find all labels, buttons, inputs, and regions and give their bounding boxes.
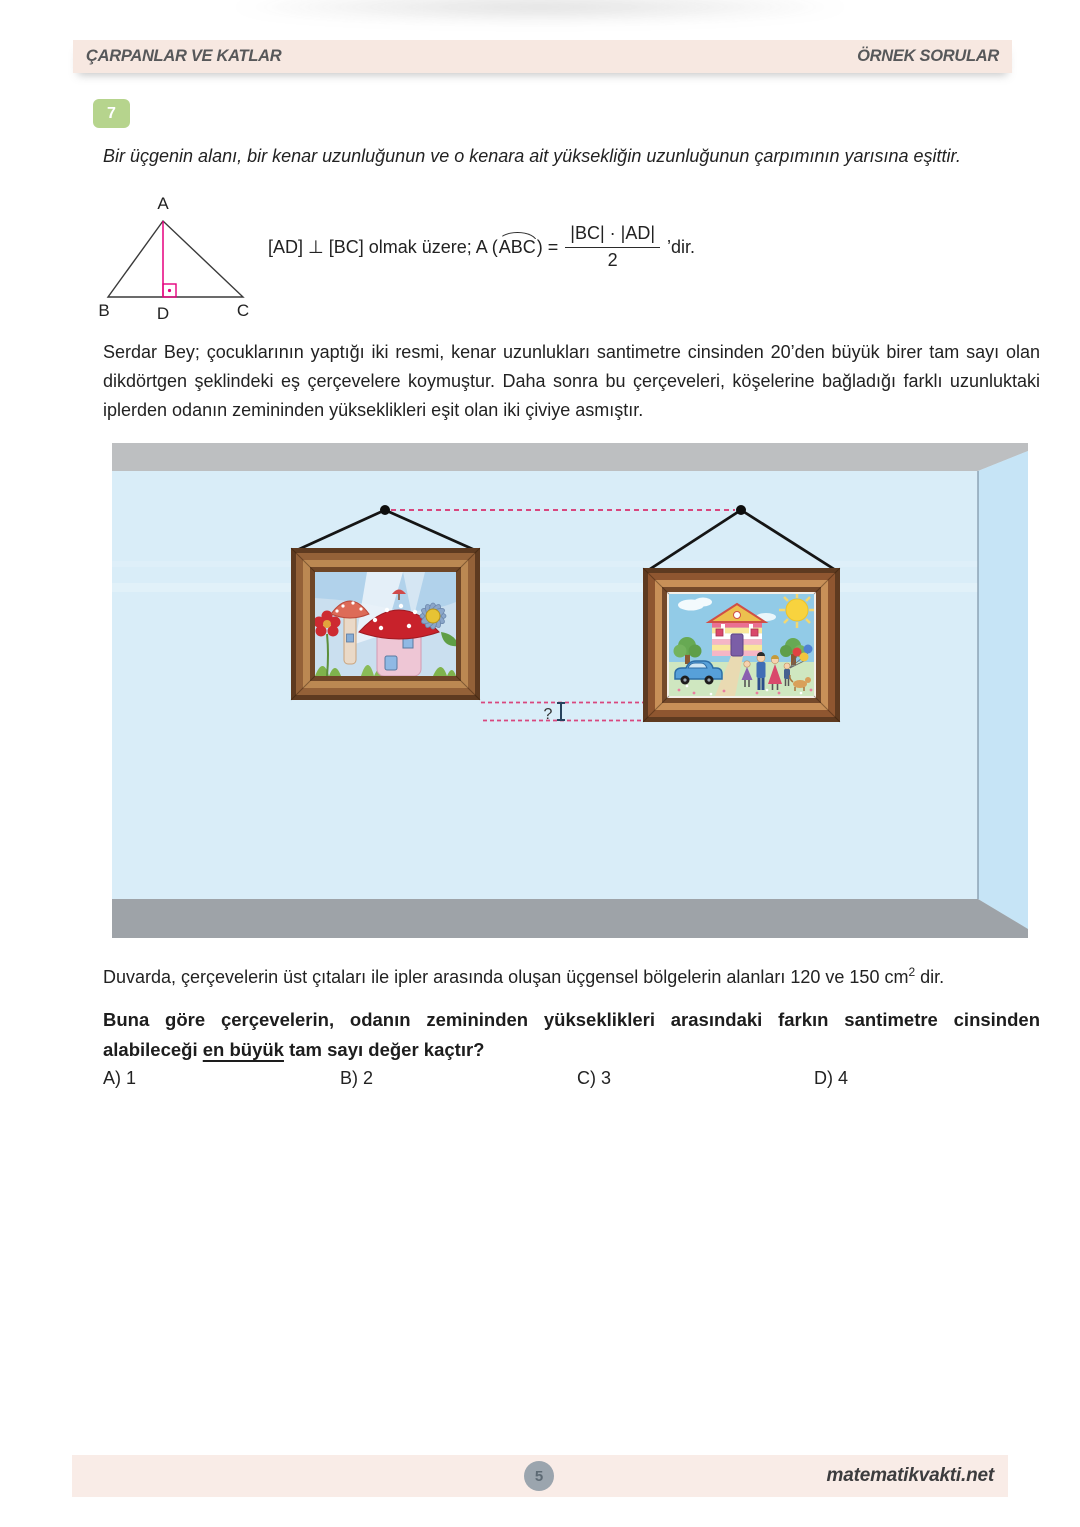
formula-fraction [565, 223, 660, 271]
fraction-numerator: |BC| · |AD| [565, 223, 660, 248]
nail-right [736, 505, 746, 515]
footer-bar [72, 1455, 1008, 1497]
setup-paragraph: Serdar Bey; çocuklarının yaptığı iki resmi, kenar uzunlukları santimetre cinsinden 20’den büyük birer tam sayı olan dikdörtgen şeklindeki eş çerçevelere koymuştur. Daha sonra bu çerçeveleri, köşelerine bağladığı farklı uzunluktaki iplerden odanın zemininden yükseklikleri eşit olan iki çiviye asmıştır. [103, 342, 1040, 420]
fraction-denominator: 2 [607, 250, 618, 270]
sun [779, 592, 815, 628]
rule-sentence: Bir üçgenin alanı, bir kenar uzunluğunun ve o kenara ait yüksekliğin uzunluğunun çarpımının yarısına eşittir. [103, 146, 961, 166]
vertex-label-c: C [236, 301, 250, 320]
superscript-2: 2 [908, 965, 916, 979]
vertex-label-b: B [98, 301, 110, 320]
formula-left: [AD] ⊥ [BC] olmak üzere; A ( [268, 236, 498, 257]
areas-sentence [103, 967, 1040, 988]
wall-sheen [112, 583, 978, 592]
left-picture-mushroom-drawing [314, 572, 460, 676]
formula-hat-term: ABC [498, 236, 536, 257]
areas-text-after: dir. [915, 967, 945, 987]
site-brand: matematikvakti.net [826, 1465, 994, 1486]
wall-sheen [112, 561, 978, 567]
page-number-badge: 5 [524, 1461, 554, 1491]
nail-left [380, 505, 390, 515]
section-title: ÖRNEK SORULAR [857, 47, 999, 65]
formula-suffix: ’dir. [667, 236, 696, 257]
option-b[interactable]: B) 2 [340, 1068, 374, 1088]
question-underlined: en büyük [202, 1039, 284, 1060]
question-stem [103, 1005, 1040, 1065]
right-picture-house-drawing [669, 592, 815, 696]
vertex-label-d: D [156, 304, 170, 323]
question-part2: tam sayı değer kaçtır? [283, 1039, 485, 1060]
header-bar [73, 40, 1012, 73]
area-formula [268, 216, 695, 278]
right-angle-dot [168, 289, 171, 292]
triangle-diagram [95, 193, 265, 323]
room-illustration [112, 443, 1028, 938]
wall [112, 443, 1028, 938]
formula-after-hat: ) = [536, 236, 559, 257]
areas-text: Duvarda, çerçevelerin üst çıtaları ile ipler arasında oluşan üçgensel bölgelerin alanları 120 ve 150 cm [103, 967, 909, 987]
question-number-badge: 7 [93, 99, 130, 128]
question-mark-label: ? [543, 706, 553, 723]
vertex-label-a: A [157, 194, 169, 213]
chapter-title: ÇARPANLAR VE KATLAR [86, 47, 282, 65]
ceiling [112, 443, 1028, 471]
answer-options [103, 1068, 1053, 1094]
option-a[interactable]: A) 1 [103, 1068, 137, 1088]
floor [112, 899, 1028, 938]
scan-artifact [220, 0, 860, 22]
question-part1: Buna göre çerçevelerin, odanın zemininden yükseklikleri arasındaki farkın santimetre cinsinden alabileceği [103, 1009, 1040, 1060]
option-d[interactable]: D) 4 [814, 1068, 849, 1088]
option-c[interactable]: C) 3 [577, 1068, 612, 1088]
side-wall [978, 451, 1028, 929]
cloud [694, 598, 712, 607]
